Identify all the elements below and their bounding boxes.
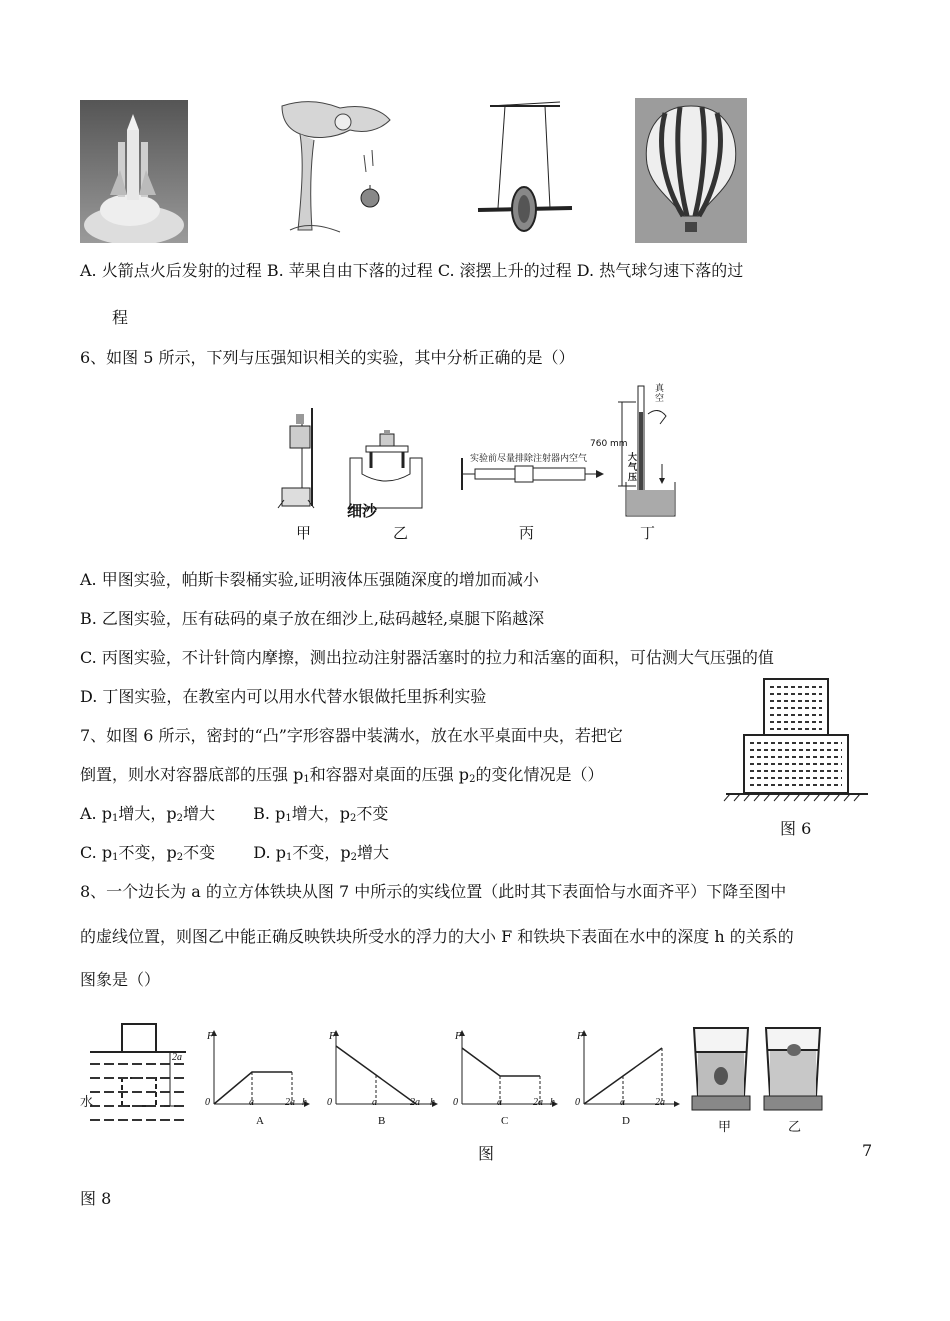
graph-b-origin: 0 <box>327 1097 332 1108</box>
q7-option-d: D. $p_1$不变，$p_2$增大 <box>253 843 389 863</box>
q5-options: A. 火箭点火后发射的过程 B. 苹果自由下落的过程 C. 滚摆上升的过程 D. 热气球匀速下落的过 <box>80 261 744 280</box>
vacuum-label: 真空 <box>655 384 665 404</box>
q7-stem-2a: 倒置，则水对容器底部的压强 p <box>80 765 304 784</box>
pascal-barrel-drawing <box>278 408 314 508</box>
q6-option-b: B. 乙图实验，压有砝码的桌子放在细沙上,砝码越轻,桌腿下陷越深 <box>80 609 545 628</box>
graph-a-label: A <box>256 1115 264 1127</box>
graph-d-tick-a: a <box>620 1097 625 1108</box>
atm-label: 大气压 <box>628 453 638 483</box>
q7-option-c: C. $p_1$不变，$p_2$不变 <box>80 843 216 863</box>
q7-stem-2 <box>80 764 603 791</box>
graph-b-label: B <box>378 1115 386 1127</box>
graph-c-axis-f: F <box>455 1031 462 1042</box>
graph-d-origin: 0 <box>575 1097 580 1108</box>
fig7-caption-b: 7 <box>862 1141 873 1160</box>
graph-d-label: D <box>622 1115 630 1127</box>
fig7-caption-a: 图 <box>478 1144 495 1163</box>
hot-air-balloon-picture <box>635 98 747 243</box>
apple-falling-picture <box>280 100 400 243</box>
q5-options-wrap: 程 <box>112 308 129 327</box>
graph-b <box>322 1028 442 1110</box>
cup-label-jia: 甲 <box>718 1120 732 1135</box>
fig5-label-jia: 甲 <box>296 524 312 542</box>
fig5-label-ding: 丁 <box>640 524 656 542</box>
graph-a-origin: 0 <box>205 1097 210 1108</box>
q6-option-a: A. 甲图实验，帕斯卡裂桶实验,证明液体压强随深度的增加而减小 <box>80 570 539 589</box>
q6-option-c: C. 丙图实验，不计针筒内摩擦，测出拉动注射器活塞时的拉力和活塞的面积，可估测大气压强的值 <box>80 648 774 667</box>
syringe-note: 实验前尽量排除注射器内空气 <box>470 454 588 464</box>
cube-into-water-figure <box>78 1020 198 1130</box>
graph-a-tick-a: a <box>249 1097 254 1108</box>
graph-c-tick-a: a <box>497 1097 502 1108</box>
q8-stem-3: 图象是（） <box>80 970 161 989</box>
cups-figure <box>690 1024 825 1116</box>
graph-a-axis-f: F <box>207 1031 214 1042</box>
graph-a-tick-2a: 2a <box>285 1097 295 1108</box>
q6-stem: 6、如图 5 所示，下列与压强知识相关的实验，其中分析正确的是（） <box>80 348 575 367</box>
cup-jia-drawing <box>692 1028 750 1110</box>
q8-stem-1: 8、一个边长为 a 的立方体铁块从图 7 中所示的实线位置（此时其下表面恰与水面齐平）下降至图中 <box>80 882 787 901</box>
depth-label: 2a <box>172 1052 182 1063</box>
q7-sub-2: 2 <box>469 774 476 785</box>
cup-label-yi: 乙 <box>788 1120 802 1135</box>
fig5-label-yi: 乙 <box>393 524 409 542</box>
q7-option-a: A. $p_1$增大，$p_2$增大 <box>80 804 215 824</box>
q6-option-d: D. 丁图实验，在教室内可以用水代替水银做托里拆利实验 <box>80 687 487 706</box>
maxwell-pendulum-picture <box>470 100 580 243</box>
inverted-container-figure <box>722 673 872 803</box>
graph-c-label: C <box>501 1115 509 1127</box>
graph-b-tick-2a: 2a <box>410 1097 420 1108</box>
q8-stem-2: 的虚线位置，则图乙中能正确反映铁块所受水的浮力的大小 F 和铁块下表面在水中的深度 h 的关系的 <box>80 927 794 946</box>
cup-yi-drawing <box>764 1028 822 1110</box>
graph-d <box>570 1028 682 1110</box>
sand-label: 细沙 <box>347 502 378 520</box>
graph-b-axis-f: F <box>329 1031 336 1042</box>
graph-d-tick-2a: 2a <box>655 1097 665 1108</box>
graph-c-axis-h: h <box>550 1097 555 1108</box>
graph-b-tick-a: a <box>372 1097 377 1108</box>
q7-options-cd <box>80 842 389 869</box>
q7-sub-1: 1 <box>303 774 310 785</box>
water-label: 水 <box>80 1095 94 1110</box>
torricelli-drawing <box>618 386 675 516</box>
graph-c-tick-2a: 2a <box>533 1097 543 1108</box>
q7-stem-2c: 的变化情况是（） <box>475 765 604 784</box>
fig6-caption: 图 6 <box>780 819 812 838</box>
graph-c <box>448 1028 560 1110</box>
q7-stem-2b: 和容器对桌面的压强 p <box>309 765 470 784</box>
graph-c-origin: 0 <box>453 1097 458 1108</box>
graph-b-axis-h: h <box>430 1097 435 1108</box>
q7-option-b: B. $p_1$增大，$p_2$不变 <box>253 804 389 824</box>
fig8-caption: 图 8 <box>80 1189 112 1208</box>
table-on-sand-drawing <box>350 430 422 508</box>
graph-a-axis-h: h <box>302 1097 307 1108</box>
mm-label: 760 mm <box>590 439 628 449</box>
graph-d-axis-f: F <box>577 1031 584 1042</box>
q7-stem-1: 7、如图 6 所示，密封的“凸”字形容器中装满水，放在水平桌面中央，若把它 <box>80 726 623 745</box>
q7-options-ab <box>80 803 388 830</box>
fig5-label-bing: 丙 <box>519 524 535 542</box>
rocket-launch-picture <box>80 100 188 243</box>
